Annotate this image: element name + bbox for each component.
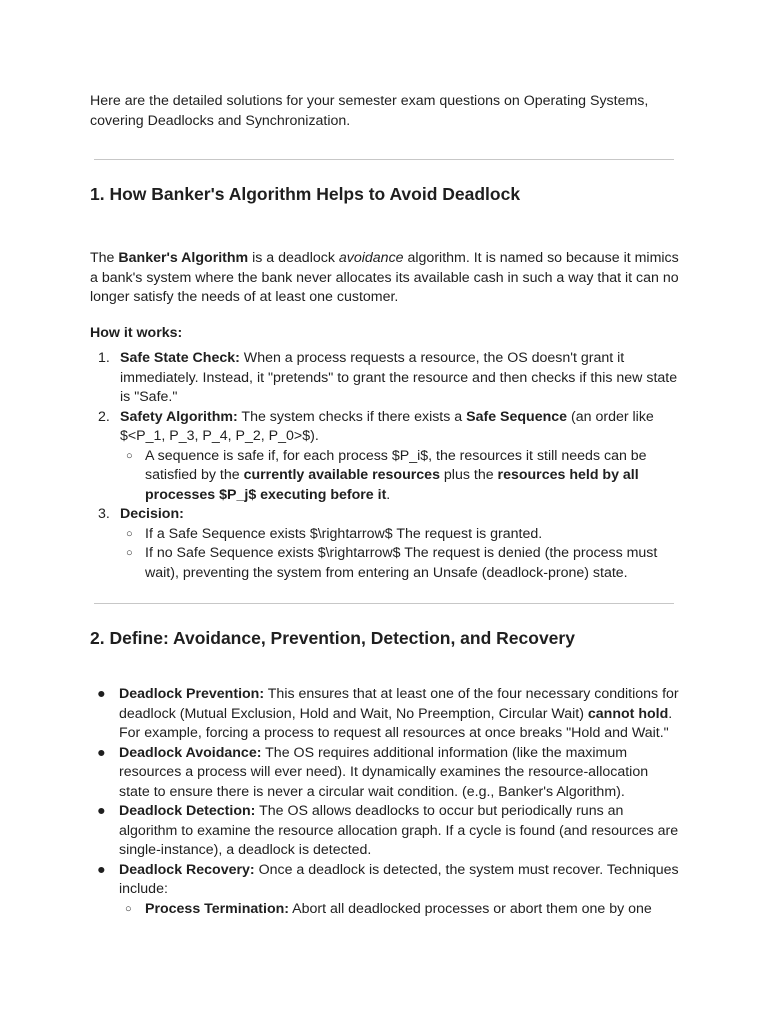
section1-steps	[90, 349, 680, 583]
section1-paragraph	[90, 249, 680, 308]
list-item-process-termination: ○ Process Termination: Abort all deadlocked processes or abort them one by one	[119, 900, 680, 920]
how-it-works-label: How it works:	[90, 325, 183, 341]
section-divider	[94, 159, 674, 160]
bullet-icon: ●	[97, 744, 106, 761]
list-item-denied: ○ If no Safe Sequence exists $\rightarrow$ The request is denied (the process must wait), preventing the system from entering an Unsafe (deadlock-prone) state.	[126, 545, 658, 581]
section-divider	[94, 603, 674, 604]
list-item-deadlock-detection: ● Deadlock Detection: The OS allows deadlocks to occur but periodically runs an algorithm to examine the resource allocation graph. If a cycle is found (and resources are single-instance), a deadlock is detected.	[97, 803, 679, 858]
bullet-icon: ●	[97, 861, 106, 878]
hollow-bullet-icon: ○	[126, 449, 133, 462]
list-item-deadlock-recovery: ● Deadlock Recovery: Once a deadlock is detected, the system must recover. Techniques include: ○ Process Termination: Abort all deadlocked processes or abort them one by one	[90, 861, 680, 920]
list-item-deadlock-avoidance: ● Deadlock Avoidance: The OS requires additional information (like the maximum resources a process will ever need). It dynamically examines the resource-allocation state to ensure there is never a circular wait condition. (e.g., Banker's Algorithm).	[97, 744, 649, 800]
list-item-decision: 3. Decision: ○ If a Safe Sequence exists $\rightarrow$ The request is granted. ○ If no Safe Sequence exists $\rightarrow$ The request is denied (the process must wait), preventing the system from entering an Unsafe (deadlock-prone) state.	[90, 505, 680, 583]
section2-definitions	[90, 685, 680, 919]
list-item-safe-state-check: 1. Safe State Check: When a process requests a resource, the OS doesn't grant it immediately. Instead, it "pretends" to grant the resource and then checks if this new state is "Safe."	[98, 350, 678, 405]
bullet-icon: ●	[97, 803, 106, 819]
section2-heading: 2. Define: Avoidance, Prevention, Detection, and Recovery	[90, 628, 575, 648]
list-item-safety-algorithm: 2. Safety Algorithm: The system checks if there exists a Safe Sequence (an order like $<P_1, P_3, P_4, P_2, P_0>$). ○ A sequence is safe if, for each process $P_i$, the resources it still needs can be satisfied by the currently available resources plus the resources held by all processes $P_j$ executing before it.	[90, 408, 680, 506]
list-item-deadlock-prevention: ● Deadlock Prevention: This ensures that at least one of the four necessary conditions for deadlock (Mutual Exclusion, Hold and Wait, No Preemption, Circular Wait) cannot hold. For example, forcing a process to request all resources at once breaks "Hold and Wait."	[97, 686, 679, 741]
bankers-description: The Banker's Algorithm is a deadlock avoidance algorithm. It is named so because it mimics a bank's system where the bank never allocates its available cash in such a way that it can no longer satisfy the needs of at least one customer.	[90, 250, 679, 305]
intro-text: Here are the detailed solutions for your semester exam questions on Operating Systems, covering Deadlocks and Synchronization.	[90, 93, 649, 129]
hollow-bullet-icon: ○	[125, 902, 132, 915]
bullet-icon: ●	[97, 686, 106, 702]
intro-paragraph	[90, 92, 680, 131]
hollow-bullet-icon: ○	[126, 547, 133, 559]
list-item-safe-sequence-definition: ○ A sequence is safe if, for each process $P_i$, the resources it still needs can be satisfied by the currently available resources plus the resources held by all processes $P_j$ executing before it.	[126, 447, 647, 503]
section1-heading: 1. How Banker's Algorithm Helps to Avoid Deadlock	[90, 184, 521, 204]
list-item-granted: ○ If a Safe Sequence exists $\rightarrow$ The request is granted.	[120, 525, 680, 545]
hollow-bullet-icon: ○	[126, 527, 133, 540]
